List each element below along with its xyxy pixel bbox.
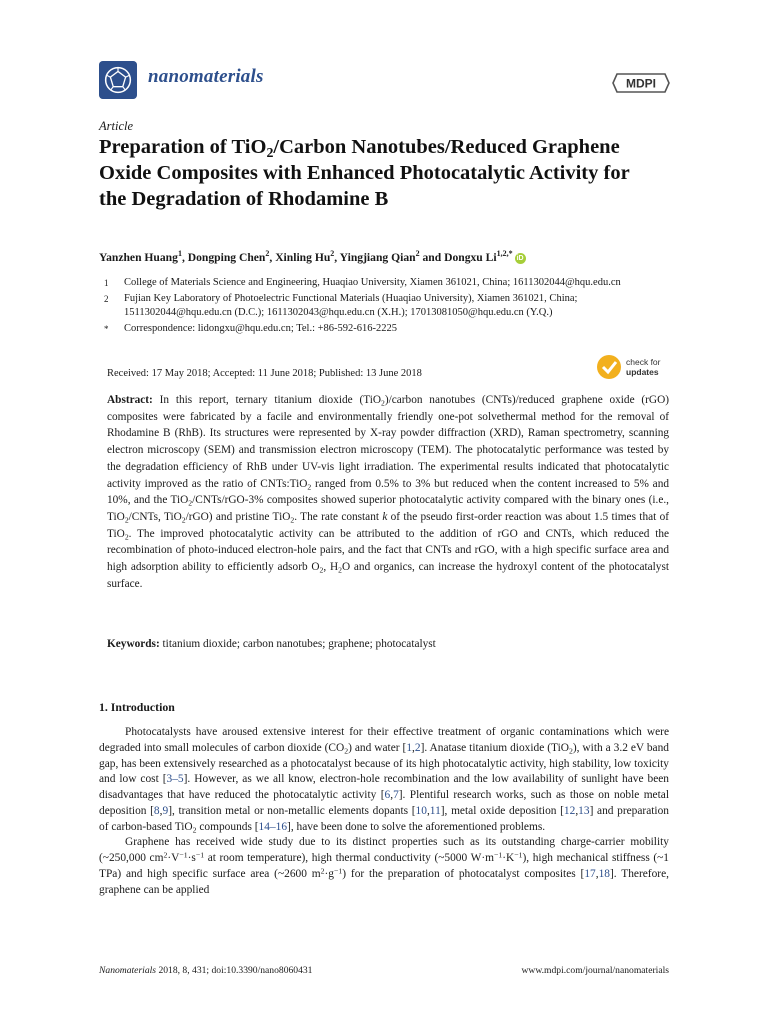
- affiliation-item: [99, 322, 669, 337]
- abstract-label: Abstract:: [107, 394, 153, 406]
- paragraph: Graphene has received wide study due to its distinct properties such as its outstanding charge-carrier mobility (~250,000 $cm^2\cdot V^{-1}\cdot s^{-1}$ at room temperature), high thermal conductivity (~5000 $W\cdot m^{-1}\cdot K^{-1}$), high mechanical stiffness (~1 TPa) and high specific surface area (~2600 $m^2\cdot g^{-1}$) for the preparation of photocatalyst composites [17,18]. Therefore, graphene can be applied: [99, 836, 669, 896]
- author-name: Yanzhen Huang: [99, 250, 178, 264]
- citation-link[interactable]: 12: [563, 804, 576, 817]
- affiliations: [99, 276, 669, 337]
- author-affiliation-marker: 2: [415, 249, 420, 258]
- affiliation-item: [99, 292, 669, 321]
- author-separator: and: [419, 250, 445, 264]
- keywords: [107, 638, 669, 650]
- check-updates-badge[interactable]: [596, 352, 671, 382]
- author-affiliation-marker: 1: [177, 249, 182, 258]
- citation-link[interactable]: 11: [429, 804, 441, 817]
- keywords-text: titanium dioxide; carbon nanotubes; graphene; photocatalyst: [162, 638, 436, 650]
- paragraph: Photocatalysts have aroused extensive interest for their effective treatment of organic contaminations which were degraded into small molecules of carbon dioxide $(CO_2)$ and water [1,2]. Anatase titanium dioxide (TiO$_2$), with a 3.2 eV band gap, has been extensively researched as a photocatalyst because of its high photocatalytic activity, high stability, low toxicity and low cost [3–5]. However, as we all know, electron-hole recombination and the low availability of sunlight have been disadvantages that have reduced the photocatalytic activity [6,7]. Plentiful research works, such as those on noble metal deposition [8,9], transition metal or non-metallic elements dopants [10,11], metal oxide deposition [12,13] and preparation of carbon-based TiO$_2$ compounds [14–16], have been done to solve the aforementioned problems.: [99, 726, 670, 834]
- citation-link[interactable]: 17: [584, 867, 596, 880]
- citation-link[interactable]: 7: [393, 789, 399, 801]
- author-name: Dongping Chen: [187, 250, 266, 264]
- affiliation-number: 2: [104, 293, 109, 304]
- article-title: Preparation of TiO$_2$/Carbon Nanotubes/Reduced Graphene Oxide Composites with Enhanced Photocatalytic Activity for the Degradation of Rhodamine B: [99, 136, 630, 210]
- citation-link[interactable]: 8: [153, 804, 160, 817]
- footer-journal-url[interactable]: www.mdpi.com/journal/nanomaterials: [521, 965, 669, 976]
- citation-link[interactable]: 10: [415, 804, 427, 817]
- author-separator: ,: [269, 250, 276, 264]
- keywords-label: Keywords:: [107, 638, 160, 650]
- author-name: Xinling Hu: [275, 250, 331, 264]
- affiliation-text: Correspondence: lidongxu@hqu.edu.cn; Tel.: +86-592-616-2225: [124, 322, 398, 334]
- author-name: Dongxu Li: [444, 250, 497, 264]
- citation-link[interactable]: 13: [578, 804, 590, 817]
- svg-text:MDPI: MDPI: [626, 76, 656, 91]
- journal-name: nanomaterials: [148, 66, 264, 87]
- introduction-text: [99, 725, 669, 898]
- author-separator: ,: [334, 250, 340, 264]
- affiliation-text: College of Materials Science and Engineering, Huaqiao University, Xiamen 361021, China; 1611302044@hqu.edu.cn: [124, 277, 621, 288]
- author-affiliation-marker: 1,2,*: [496, 249, 513, 258]
- author-list: [99, 249, 669, 264]
- svg-text:check for: check for: [626, 357, 661, 367]
- citation-link[interactable]: 14–16: [258, 820, 288, 833]
- svg-text:updates: updates: [626, 367, 659, 377]
- article-type: Article: [99, 119, 134, 133]
- author-affiliation-marker: 2: [330, 249, 335, 258]
- author-affiliation-marker: 2: [265, 249, 270, 258]
- mdpi-logo: [611, 68, 671, 98]
- citation-link[interactable]: 1: [406, 741, 413, 754]
- affiliation-text: Fujian Key Laboratory of Photoelectric Functional Materials (Huaqiao University), Xiamen 361021, China; 1511302044@hqu.edu.cn (D.C.); 1611302043@hqu.edu.cn (X.H.); 17013081050@hqu.edu.cn (Y.Q.): [124, 292, 578, 319]
- abstract: Abstract: In this report, ternary titanium dioxide (TiO$_2$)/carbon nanotubes (CNTs)/reduced graphene oxide (rGO) composites were fabricated by a facile and environmentally friendly one-pot solvethermal method for the removal of Rhodamine B (RhB). Its structures were represented by X-ray powder diffraction (XRD), Raman spectrometry, scanning electron microscopy (SEM) and transmission electron microscopy (TEM). The photocatalytic performance was tested by the degradation efficiency of RhB under UV-vis light irradiation. The experimental results indicated that photocatalytic activity improved as the ratio of CNTs:TiO$_2$ ranged from 0.5% to 3% but reduced when the content increased to 5% and 10%, and the TiO$_2$/CNTs/rGO-3% composites showed superior photocatalytic activity compared with the binary ones (i.e., TiO$_2$/CNTs, TiO$_2$/rGO) and pristine TiO$_2$. The rate constant k of the pseudo first-order reaction was about 1.5 times that of TiO$_2$. The improved photocatalytic activity can be attributed to the addition of rGO and CNTs, which reduced the recombination of photo-induced electron-hole pairs, and the fact that CNTs and rGO, with a high specific surface area and high adsorption ability to efficiently adsorb $O_2$, $H_2O$ and organics, can increase the hydroxyl content of the photocatalyst surface.: [107, 394, 669, 590]
- affiliation-item: [99, 276, 669, 291]
- section-heading: 1. Introduction: [99, 700, 175, 714]
- author-separator: ,: [181, 250, 188, 264]
- author-name: Yingjiang Qian: [339, 250, 416, 264]
- citation-link[interactable]: 18: [598, 867, 610, 880]
- fullerene-icon: [99, 61, 137, 99]
- citation-link[interactable]: 2: [414, 741, 421, 754]
- citation-link[interactable]: 6: [384, 789, 391, 801]
- citation-link[interactable]: 9: [162, 804, 169, 817]
- citation-link[interactable]: 3–5: [166, 773, 184, 786]
- footer-citation: Nanomaterials 2018, 8, 431; doi:10.3390/nano8060431: [99, 965, 313, 976]
- affiliation-number: *: [104, 323, 109, 334]
- affiliation-number: 1: [104, 278, 109, 288]
- publication-dates: Received: 17 May 2018; Accepted: 11 June 2018; Published: 13 June 2018: [107, 368, 422, 379]
- orcid-icon[interactable]: iD: [516, 254, 524, 262]
